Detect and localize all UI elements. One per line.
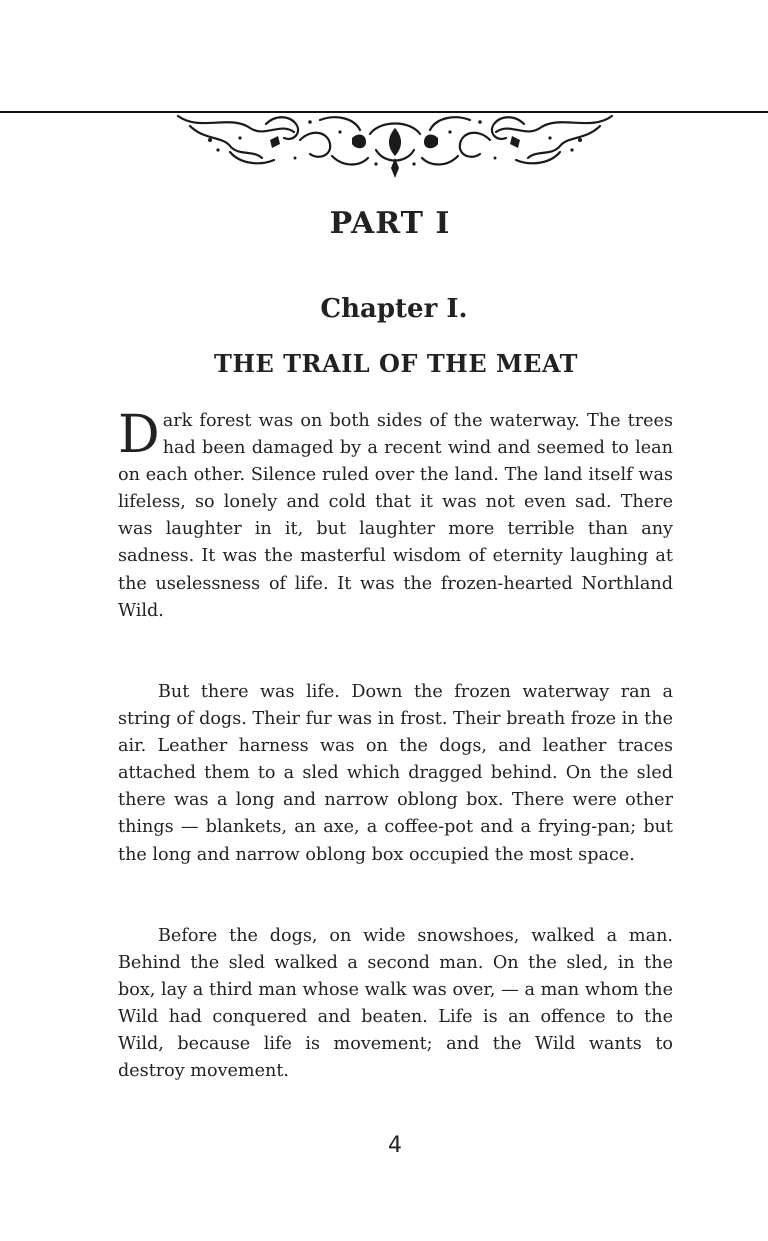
paragraph-1	[118, 405, 673, 625]
paragraph-1-text: ark forest was on both sides of the waterway. The trees had been damaged by a recent wind and seemed to lean on each other. Silence ruled over the land. The land itself was lifeless, so lonely and cold that it was not even sad. There was laughter in it, but laughter more terrible than any sadness. It was the masterful wisdom of eternity laughing at the uselessness of life. It was the frozen-hearted Northland Wild.	[118, 411, 673, 621]
part-title: PART I	[329, 206, 451, 241]
paragraph-3: Before the dogs, on wide snowshoes, walked a man. Behind the sled walked a second man. On the sled, in the box, lay a third man whose walk was over, — a man whom the Wild had conquered and beaten. Life is an offence to the Wild, because life is movement; and the Wild wants to destroy movement.	[118, 926, 673, 1082]
page-number: 4	[388, 1133, 402, 1158]
paragraph-2: But there was life. Down the frozen waterway ran a string of dogs. Their fur was in frost. Their breath froze in the air. Leather harness was on the dogs, and leather traces attached them to a sled which dragged behind. On the sled there was a long and narrow oblong box. There were other things — blankets, an axe, a coffee-pot and a frying-pan; but the long and narrow oblong box occupied the most space.	[118, 682, 673, 865]
drop-cap: D	[118, 405, 160, 465]
decorative-ornament-icon	[170, 110, 620, 182]
chapter-title: Chapter I.	[320, 294, 468, 324]
chapter-subtitle: THE TRAIL OF THE MEAT	[213, 349, 579, 378]
